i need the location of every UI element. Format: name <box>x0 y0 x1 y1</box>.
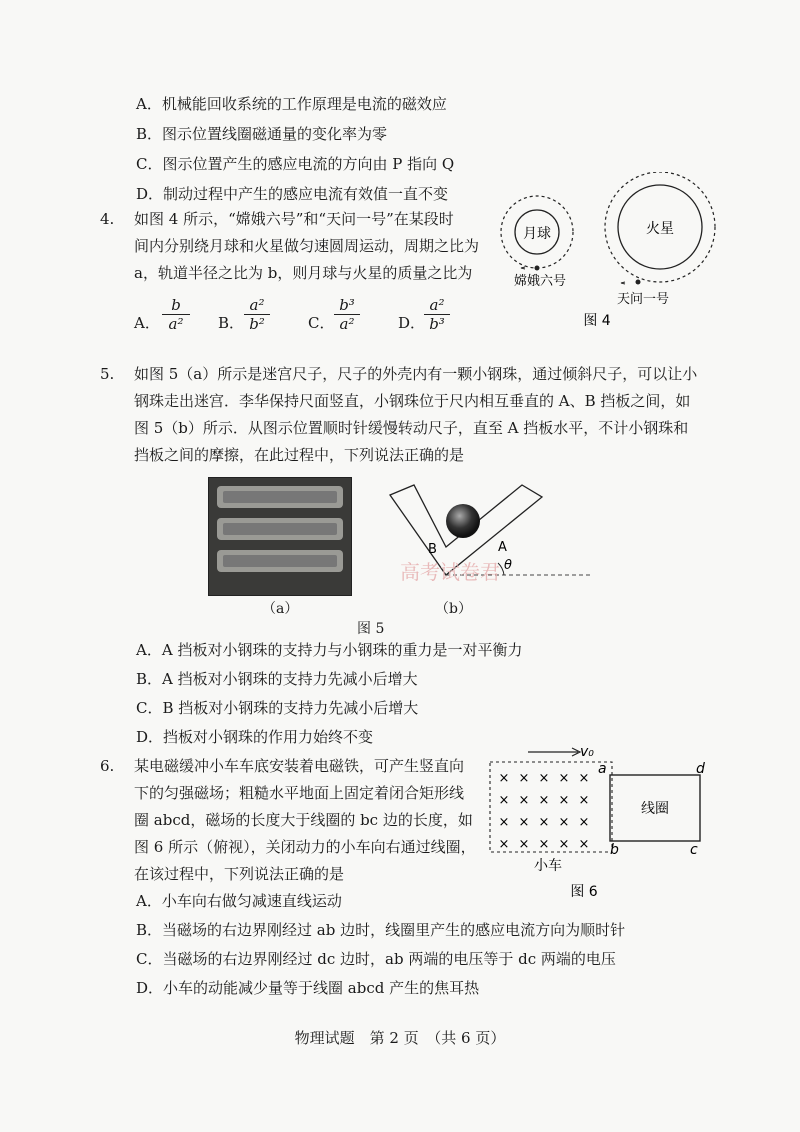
q5-option-c: C．B 挡板对小钢珠的支持力先减小后增大 <box>136 699 419 717</box>
field-cross: × <box>498 793 510 808</box>
page-footer: 物理试题 第 2 页 （共 6 页） <box>294 1029 506 1047</box>
figure-6 <box>486 742 716 902</box>
field-cross: × <box>578 837 590 852</box>
label-theta: θ <box>504 558 512 573</box>
field-cross: × <box>538 771 550 786</box>
q5-number: 5. <box>100 365 115 383</box>
q4-option-a-fraction: $\frac{b}{\text{a²}}$ <box>162 296 190 333</box>
field-cross: × <box>558 793 570 808</box>
field-crosses <box>499 771 590 852</box>
label-B: B <box>428 542 437 557</box>
figure-5-caption: 图 5 <box>357 621 385 637</box>
maze-ruler <box>217 518 343 540</box>
watermark: 高考试卷君 <box>400 560 500 584</box>
q6-number: 6. <box>100 757 115 775</box>
figure-5b <box>380 475 600 605</box>
q5-text-line: 钢珠走出迷宫．李华保持尺面竖直，小钢珠位于尺内相互垂直的 A、B 挡板之间，如 <box>134 392 691 410</box>
corner-a: a <box>598 761 607 777</box>
figure-4 <box>495 172 735 332</box>
field-cross: × <box>558 771 570 786</box>
q6-option-c: C．当磁场的右边界刚经过 dc 边时，ab 两端的电压等于 dc 两端的电压 <box>136 950 616 968</box>
craft2-dot <box>636 280 641 285</box>
q5-option-d: D．挡板对小钢珠的作用力始终不变 <box>136 728 374 746</box>
field-cross: × <box>518 815 530 830</box>
q4-text-line: 如图 4 所示，“嫦娥六号”和“天问一号”在某段时 <box>134 210 454 228</box>
q4-option-c-label: C． <box>308 314 335 332</box>
q4-text-line: a，轨道半径之比为 b，则月球与火星的质量之比为 <box>134 264 473 282</box>
q6-text-line: 某电磁缓冲小车车底安装着电磁铁，可产生竖直向 <box>134 757 465 775</box>
q4-option-c-fraction: $\frac{\text{b³}}{\text{a²}}$ <box>334 296 360 333</box>
craft1-dot <box>535 266 540 271</box>
steel-ball <box>446 504 480 538</box>
q5-text-line: 图 5（b）所示．从图示位置顺时针缓慢转动尺子，直至 A 挡板水平，不计小钢珠和 <box>134 419 689 437</box>
figure-5a-label: （a） <box>262 601 299 617</box>
label-A: A <box>498 540 507 555</box>
field-cross: × <box>578 771 590 786</box>
corner-b: b <box>610 842 619 858</box>
q6-option-b: B．当磁场的右边界刚经过 ab 边时，线圈里产生的感应电流方向为顺时针 <box>136 921 626 939</box>
q5-option-a: A．A 挡板对小钢珠的支持力与小钢珠的重力是一对平衡力 <box>136 641 523 659</box>
q6-option-a: A．小车向右做匀减速直线运动 <box>136 892 342 910</box>
q6-text-line: 圈 abcd，磁场的长度大于线圈的 bc 边的长度，如 <box>134 811 473 829</box>
corner-d: d <box>696 761 705 777</box>
q5-text-line: 挡板之间的摩擦，在此过程中，下列说法正确的是 <box>134 446 465 464</box>
q6-text-line: 图 6 所示（俯视），关闭动力的小车向右通过线圈， <box>134 838 476 856</box>
field-cross: × <box>498 837 510 852</box>
field-cross: × <box>578 793 590 808</box>
figure-6-caption: 图 6 <box>570 884 598 900</box>
field-cross: × <box>558 837 570 852</box>
q4-option-b-fraction: $\frac{\text{a²}}{\text{b²}}$ <box>244 296 270 333</box>
q6-text-line: 下的匀强磁场；粗糙水平地面上固定着闭合矩形线 <box>134 784 465 802</box>
corner-c: c <box>690 842 698 858</box>
craft1-label: 嫦娥六号 <box>513 274 567 289</box>
field-cross: × <box>498 771 510 786</box>
velocity-label: v₀ <box>580 744 594 760</box>
maze-ruler <box>217 550 343 572</box>
q3-option-a: A．机械能回收系统的工作原理是电流的磁效应 <box>136 95 447 113</box>
field-cross: × <box>538 815 550 830</box>
q4-number: 4. <box>100 210 115 228</box>
q4-text-line: 间内分别绕月球和火星做匀速圆周运动，周期之比为 <box>134 237 480 255</box>
q5-option-b: B．A 挡板对小钢珠的支持力先减小后增大 <box>136 670 418 688</box>
q3-option-b: B．图示位置线圈磁通量的变化率为零 <box>136 125 388 143</box>
q4-option-b-label: B． <box>218 314 245 332</box>
q3-option-c: C．图示位置产生的感应电流的方向由 P 指向 Q <box>136 155 455 173</box>
q4-option-a-label: A． <box>134 314 160 332</box>
q6-text-line: 在该过程中，下列说法正确的是 <box>134 865 345 883</box>
maze-ruler-photo <box>208 477 352 596</box>
field-cross: × <box>518 771 530 786</box>
field-cross: × <box>558 815 570 830</box>
coil-label: 线圈 <box>641 801 669 817</box>
field-cross: × <box>518 793 530 808</box>
moon-label: 月球 <box>523 226 551 242</box>
field-cross: × <box>518 837 530 852</box>
field-cross: × <box>538 837 550 852</box>
craft2-label: 天问一号 <box>616 292 670 307</box>
maze-ruler <box>217 486 343 508</box>
cart-label: 小车 <box>534 858 562 874</box>
q4-option-d-fraction: $\frac{\text{a²}}{\text{b³}}$ <box>424 296 450 333</box>
field-cross: × <box>578 815 590 830</box>
figure-4-caption: 图 4 <box>583 313 611 329</box>
field-cross: × <box>498 815 510 830</box>
q6-option-d: D．小车的动能减少量等于线圈 abcd 产生的焦耳热 <box>136 979 480 997</box>
mars-label: 火星 <box>646 221 674 237</box>
field-cross: × <box>538 793 550 808</box>
q5-text-line: 如图 5（a）所示是迷宫尺子，尺子的外壳内有一颗小钢珠，通过倾斜尺子，可以让小 <box>134 365 698 383</box>
q3-option-d: D．制动过程中产生的感应电流有效值一直不变 <box>136 185 449 203</box>
q4-option-d-label: D． <box>398 314 426 332</box>
figure-5b-label: （b） <box>435 601 472 617</box>
